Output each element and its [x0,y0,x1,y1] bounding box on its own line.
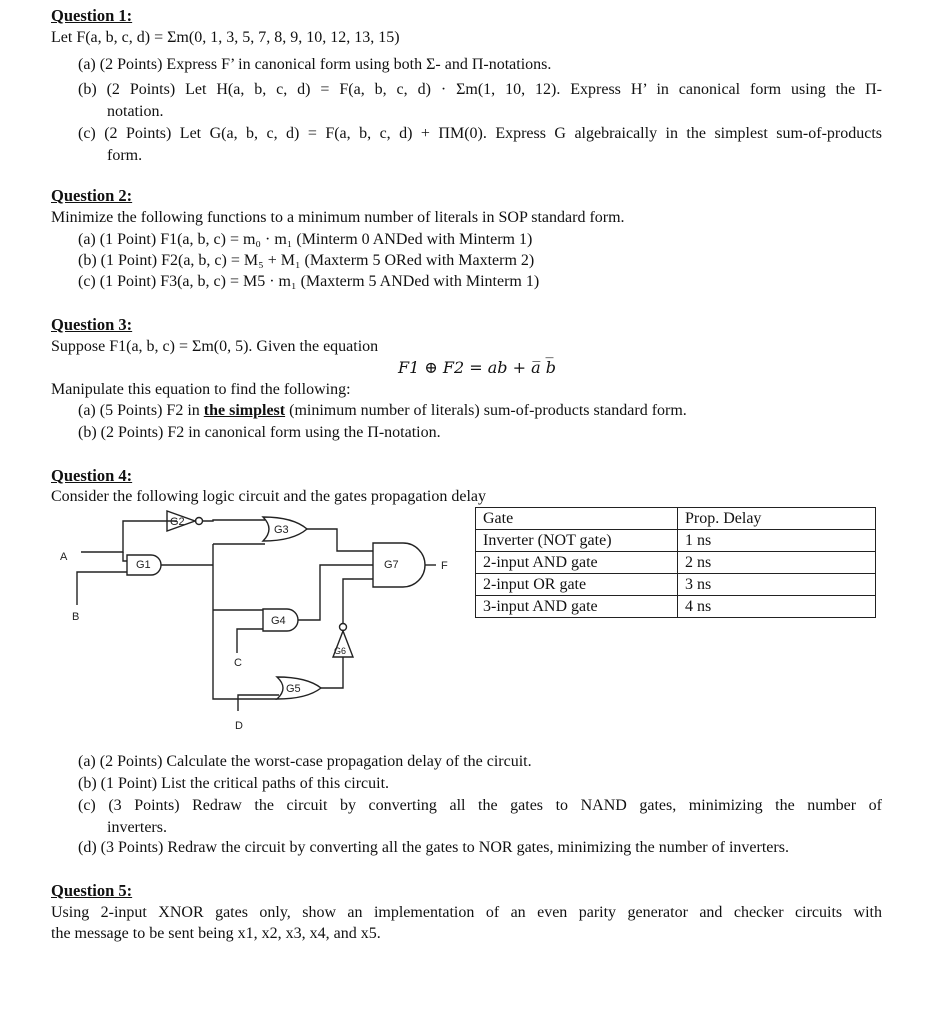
table-row [476,574,876,596]
question-3-manipulate: Manipulate this equation to find the following: [51,381,351,398]
question-5-line2: the message to be sent being x1, x2, x3, x4, and x5. [51,925,381,942]
question-2-part-b: (b) (1 Point) F2(a, b, c) = M₅ + M₁ (Maxterm 5 ORed with Maxterm 2) [78,252,535,269]
gate-label-g7: G7 [384,559,399,571]
input-label-d: D [235,720,243,732]
question-2-part-c: (c) (1 Point) F3(a, b, c) = M5 · m₁ (Maxterm 5 ANDed with Minterm 1) [78,273,540,290]
output-label-f: F [441,560,448,572]
table-header-delay: Prop. Delay [678,508,876,530]
question-4-part-d: (d) (3 Points) Redraw the circuit by converting all the gates to NOR gates, minimizing the number of inverters. [78,839,789,856]
question-4-intro: Consider the following logic circuit and the gates propagation delay [51,488,486,505]
gate-label-g6: G6 [334,646,347,656]
wire-d [238,695,279,711]
table-cell-delay: 3 ns [678,574,876,596]
wire-a [81,521,177,552]
question-2-part-a: (a) (1 Point) F1(a, b, c) = m₀ · m₁ (Minterm 0 ANDed with Minterm 1) [78,231,533,248]
table-row [476,530,876,552]
wire-g4-g7 [298,565,373,620]
question-5-line1: Using 2-input XNOR gates only, show an implementation of an even parity generator and checker circuits with [51,904,882,921]
question-1-intro: Let F(a, b, c, d) = Σm(0, 1, 3, 5, 7, 8, 9, 10, 12, 13, 15) [51,29,400,46]
input-label-b: B [72,611,80,623]
question-3-equation: F1 ⊕ F2 = ab + a̅ b̅ [398,358,556,377]
question-2-heading: Question 2: [51,186,133,205]
table-cell-gate: 2-input OR gate [476,574,678,596]
question-4-part-a: (a) (2 Points) Calculate the worst-case propagation delay of the circuit. [78,753,532,770]
table-header-row [476,508,876,530]
question-3-part-a [78,401,687,421]
input-label-a: A [60,551,68,563]
wire-g1-bus [213,565,277,699]
table-cell-gate: 2-input AND gate [476,552,678,574]
gate-label-g1: G1 [136,559,151,571]
wire-c [237,629,263,653]
table-row [476,596,876,618]
question-4-part-c-line2: inverters. [107,819,167,836]
question-1-part-a: (a) (2 Points) Express F’ in canonical form using both Σ- and Π-notations. [78,56,552,73]
question-1-part-b-line2: notation. [107,103,164,120]
question-3-heading: Question 3: [51,315,133,334]
logic-circuit-diagram [45,505,465,735]
gate-g7 [373,543,425,587]
input-label-c: C [234,657,242,669]
question-2-intro: Minimize the following functions to a minimum number of literals in SOP standard form. [51,209,625,226]
question-3-part-b: (b) (2 Points) F2 in canonical form using the Π-notation. [78,424,441,441]
gate-label-g2: G2 [170,516,185,528]
question-4-heading: Question 4: [51,466,133,485]
gate-label-g4: G4 [271,615,286,627]
table-cell-gate: 3-input AND gate [476,596,678,618]
question-1-part-c-line2: form. [107,147,143,164]
question-3-part-a-post: (minimum number of literals) sum-of-products standard form. [285,402,687,419]
question-3-part-a-pre: (a) (5 Points) F2 in [78,402,204,419]
table-row [476,552,876,574]
gate-label-g5: G5 [286,683,301,695]
question-4-part-b: (b) (1 Point) List the critical paths of this circuit. [78,775,390,792]
question-1-part-c-line1: (c) (2 Points) Let G(a, b, c, d) = F(a, b, c, d) + ΠM(0). Express G algebraically in the simplest sum-of-products [78,125,882,142]
table-cell-delay: 4 ns [678,596,876,618]
table-cell-gate: Inverter (NOT gate) [476,530,678,552]
table-header-gate: Gate [476,508,678,530]
wire-b [77,572,127,605]
question-3-intro: Suppose F1(a, b, c) = Σm(0, 5). Given the equation [51,338,379,355]
question-3-part-a-emphasis: the simplest [203,402,286,419]
wire-g3-g7 [307,529,373,551]
question-5-heading: Question 5: [51,881,133,900]
wire-g6-g7 [343,579,373,623]
question-1-heading: Question 1: [51,6,133,25]
wire-g2-out [203,520,265,521]
propagation-delay-table [475,507,876,618]
gate-label-g3: G3 [274,524,289,536]
question-4-part-c-line1: (c) (3 Points) Redraw the circuit by converting all the gates to NAND gates, minimizing the number of [78,797,882,814]
table-cell-delay: 1 ns [678,530,876,552]
question-1-part-b-line1: (b) (2 Points) Let H(a, b, c, d) = F(a, b, c, d) · Σm(1, 10, 12). Express H’ in canonical form using the Π- [78,81,882,98]
wire-g5-g6 [321,657,343,688]
table-cell-delay: 2 ns [678,552,876,574]
